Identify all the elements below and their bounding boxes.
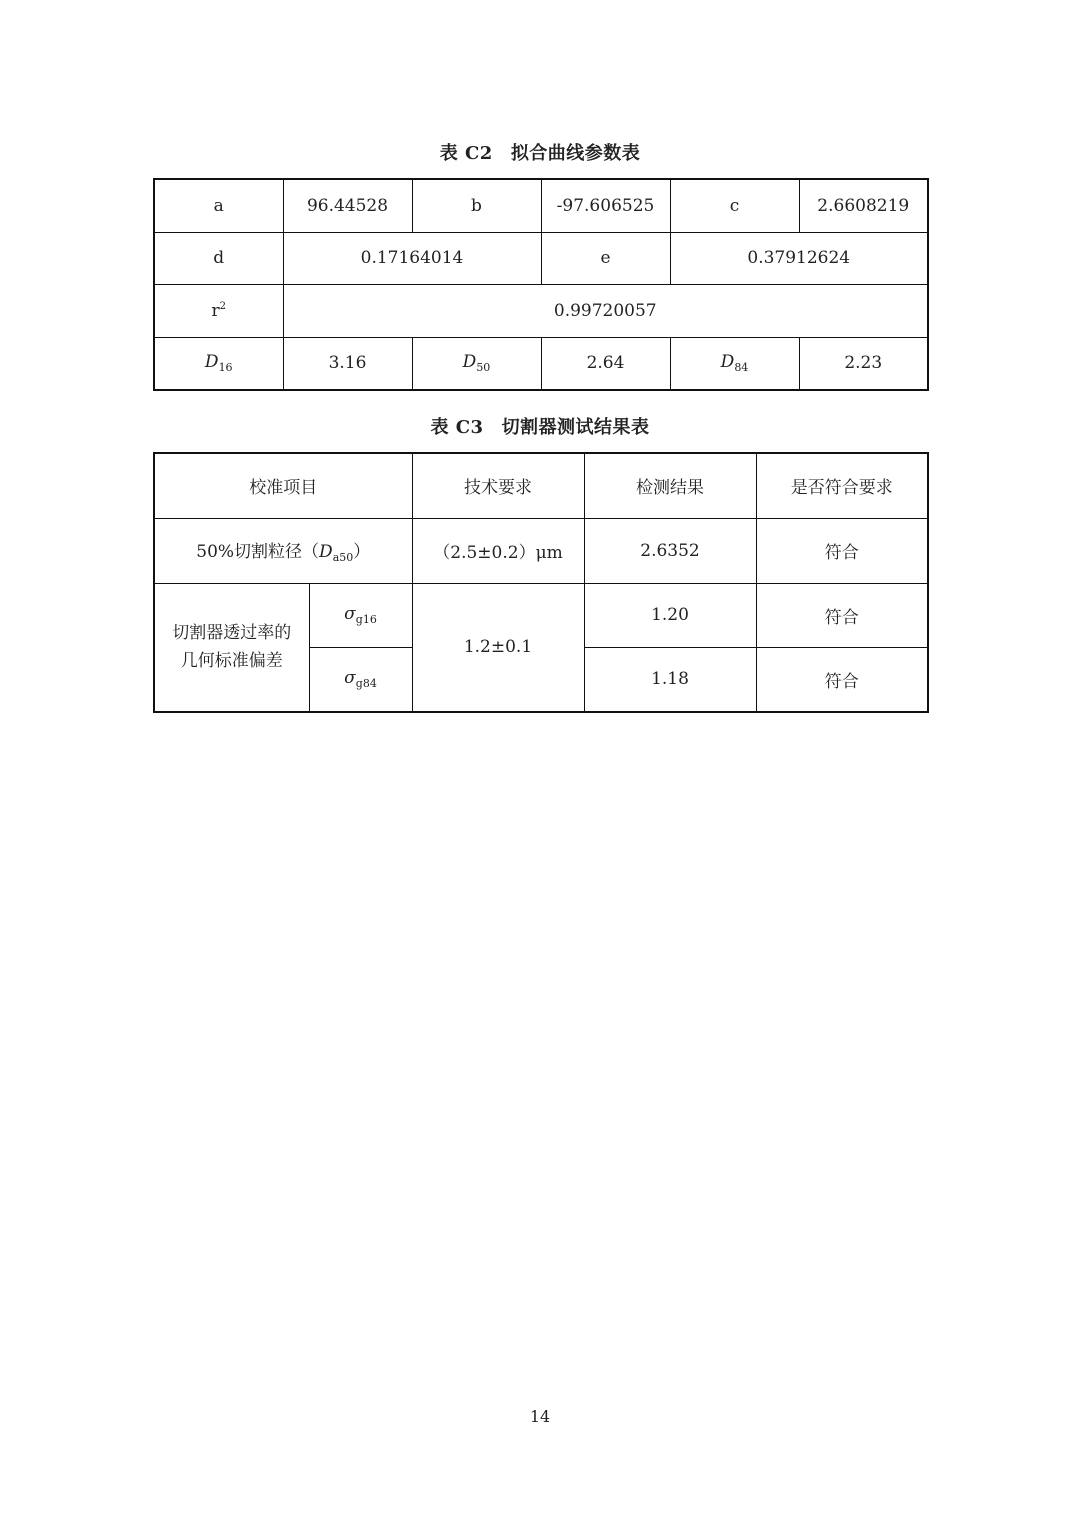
table-c3-caption-number: 表 C3 [430,417,484,438]
d50-subscript: 50 [476,361,491,375]
param-d-value: 0.17164014 [283,232,541,284]
header-technical-requirement: 技术要求 [412,453,584,518]
table-row [154,232,928,284]
param-d-label: d [154,232,283,284]
d16-subscript: 16 [218,361,233,375]
table-row [154,583,928,647]
cut-size-item [154,518,412,583]
table-header-row [154,453,928,518]
d84-subscript: 84 [734,361,749,375]
param-d16-value: 3.16 [283,337,412,390]
sigma-g84-symbol: σ [344,668,356,689]
geometric-std-requirement: 1.2±0.1 [412,583,584,712]
table-row [154,179,928,232]
cut-size-subscript: a50 [332,551,354,564]
param-b-value: -97.606525 [541,179,670,232]
param-r2-label [154,284,283,337]
param-a-value: 96.44528 [283,179,412,232]
param-a-label: a [154,179,283,232]
cut-size-result: 2.6352 [584,518,756,583]
param-r2-value: 0.99720057 [283,284,928,337]
table-c3-caption-title: 切割器测试结果表 [501,417,650,438]
param-e-value: 0.37912624 [670,232,928,284]
cut-size-requirement: （2.5±0.2）μm [412,518,584,583]
sigma-g84-conformance: 符合 [756,647,928,712]
table-c3 [153,452,929,713]
table-c2 [153,178,929,391]
table-row [154,284,928,337]
table-c2-caption-number: 表 C2 [439,143,493,164]
table-c3-caption [0,413,1080,439]
param-d84-value: 2.23 [799,337,928,390]
sigma-g84-label [309,647,412,712]
header-calibration-item: 校准项目 [154,453,412,518]
header-test-result: 检测结果 [584,453,756,518]
param-c-value: 2.6608219 [799,179,928,232]
sigma-g84-subscript: g84 [355,677,377,691]
sigma-g84-result: 1.18 [584,647,756,712]
sigma-g16-symbol: σ [344,604,356,624]
group-label-line1: 切割器透过率的 [172,623,292,644]
sigma-g16-result: 1.20 [584,583,756,647]
table-c2-caption [0,139,1080,165]
param-d16-label [154,337,283,390]
geometric-std-group-label [154,583,309,712]
group-label-line2: 几何标准偏差 [180,651,283,672]
header-conformance: 是否符合要求 [756,453,928,518]
d16-symbol: D [204,352,219,373]
page-number: 14 [529,1407,551,1426]
cut-size-prefix: 50%切割粒径（ [196,542,320,562]
sigma-g16-subscript: g16 [355,613,377,626]
r2-superscript: 2 [219,300,226,312]
cut-size-suffix: ） [353,542,371,562]
param-b-label: b [412,179,541,232]
param-e-label: e [541,232,670,284]
table-row [154,518,928,583]
table-row [154,337,928,390]
cut-size-symbol: D [319,542,333,562]
d84-symbol: D [720,352,735,373]
param-d50-label [412,337,541,390]
r2-symbol: r [211,300,220,321]
sigma-g16-label [309,583,412,647]
param-d50-value: 2.64 [541,337,670,390]
table-c2-caption-title: 拟合曲线参数表 [510,143,641,164]
cut-size-conformance: 符合 [756,518,928,583]
sigma-g16-conformance: 符合 [756,583,928,647]
param-d84-label [670,337,799,390]
d50-symbol: D [462,352,477,373]
param-c-label: c [670,179,799,232]
